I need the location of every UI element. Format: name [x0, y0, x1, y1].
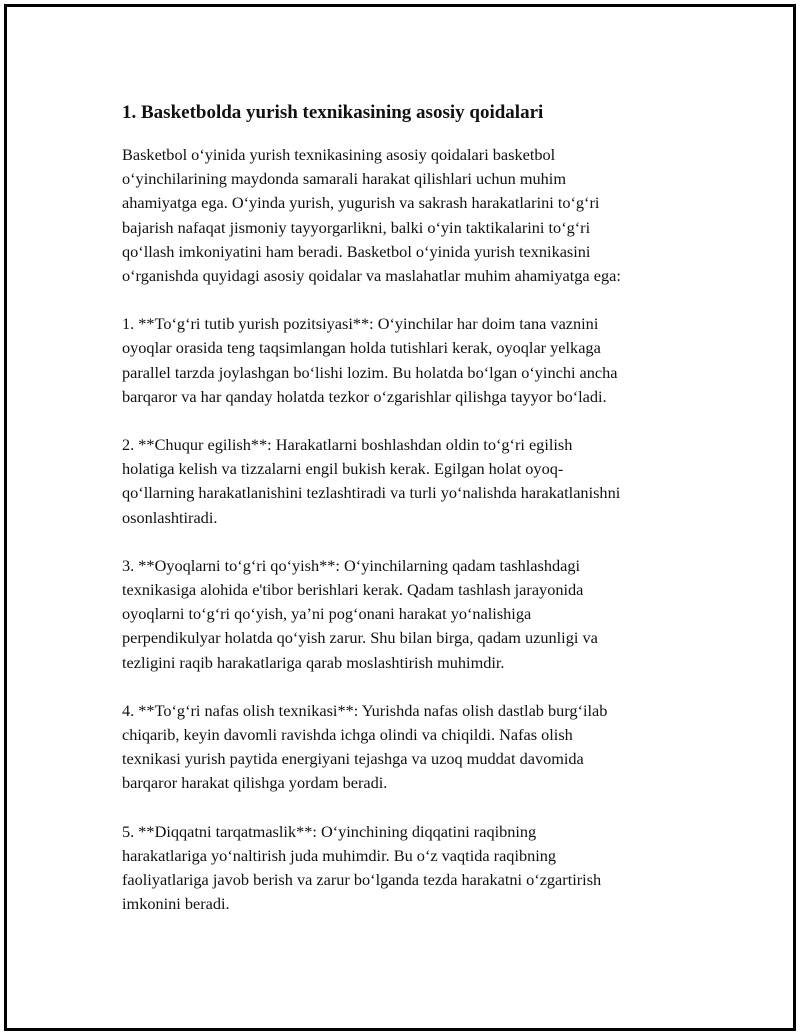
rule-item-4: 4. **To‘g‘ri nafas olish texnikasi**: Yurishda nafas olish dastlab burg‘ilab chiqarib, keyin davomli ravishda ichga olindi va chiqildi. Nafas olish texnikasi yurish paytida energiyani tejashga va uzoq muddat davomida barqaror harakat qilishga yordam beradi. [122, 700, 608, 793]
document-body [122, 99, 702, 940]
page-frame [4, 4, 796, 1031]
rule-item-2: 2. **Chuqur egilish**: Harakatlarni boshlashdan oldin to‘g‘ri egilish holatiga kelish va tizzalarni engil bukish kerak. Egilgan holat oyoq- qo‘llarning harakatlanishini tezlashtiradi va turli yo‘nalishda harakatlanishni osonlashtiradi. [122, 435, 621, 527]
rule-item-1: 1. **To‘g‘ri tutib yurish pozitsiyasi**: O‘yinchilar har doim tana vaznini oyoqlar orasida teng taqsimlangan holda tutishlari kerak, oyoqlar yelkaga parallel tarzda joylashgan bo‘lishi lozim. Bu holatda bo‘lgan o‘yinchi ancha barqaror va har qanday holatda tezkor o‘zgarishlar qilishga tayyor bo‘ladi. [122, 314, 618, 406]
document-title: 1. Basketbolda yurish texnikasining asosiy qoidalari [122, 102, 544, 123]
intro-paragraph: Basketbol o‘yinida yurish texnikasining asosiy qoidalari basketbol o‘yinchilarining maydonda samarali harakat qilishlari uchun muhim ahamiyatga ega. O‘yinda yurish, yugurish va sakrash harakatlarini to‘g‘ri bajarish nafaqat jismoniy tayyorgarlikni, balki o‘yin taktikalarini to‘g‘ri qo‘llash imkoniyatini ham beradi. Basketbol o‘yinida yurish texnikasini o‘rganishda quyidagi asosiy qoidalar va maslahatlar muhim ahamiyatga ega: [122, 145, 621, 286]
rule-item-5: 5. **Diqqatni tarqatmaslik**: O‘yinchining diqqatini raqibning harakatlariga yo‘naltirish juda muhimdir. Bu o‘z vaqtida raqibning faoliyatlariga javob berish va zarur bo‘lganda tezda harakatni o‘zgartirish imkonini beradi. [122, 821, 602, 914]
rule-item-3: 3. **Oyoqlarni to‘g‘ri qo‘yish**: O‘yinchilarning qadam tashlashdagi texnikasiga alohida e'tibor berishlari kerak. Qadam tashlash jarayonida oyoqlarni to‘g‘ri qo‘yish, ya’ni pog‘onani harakat yo‘nalishiga perpendikulyar holatda qo‘yish zarur. Shu bilan birga, qadam uzunligi va tezligini raqib harakatlariga qarab moslashtirish muhimdir. [122, 555, 598, 672]
